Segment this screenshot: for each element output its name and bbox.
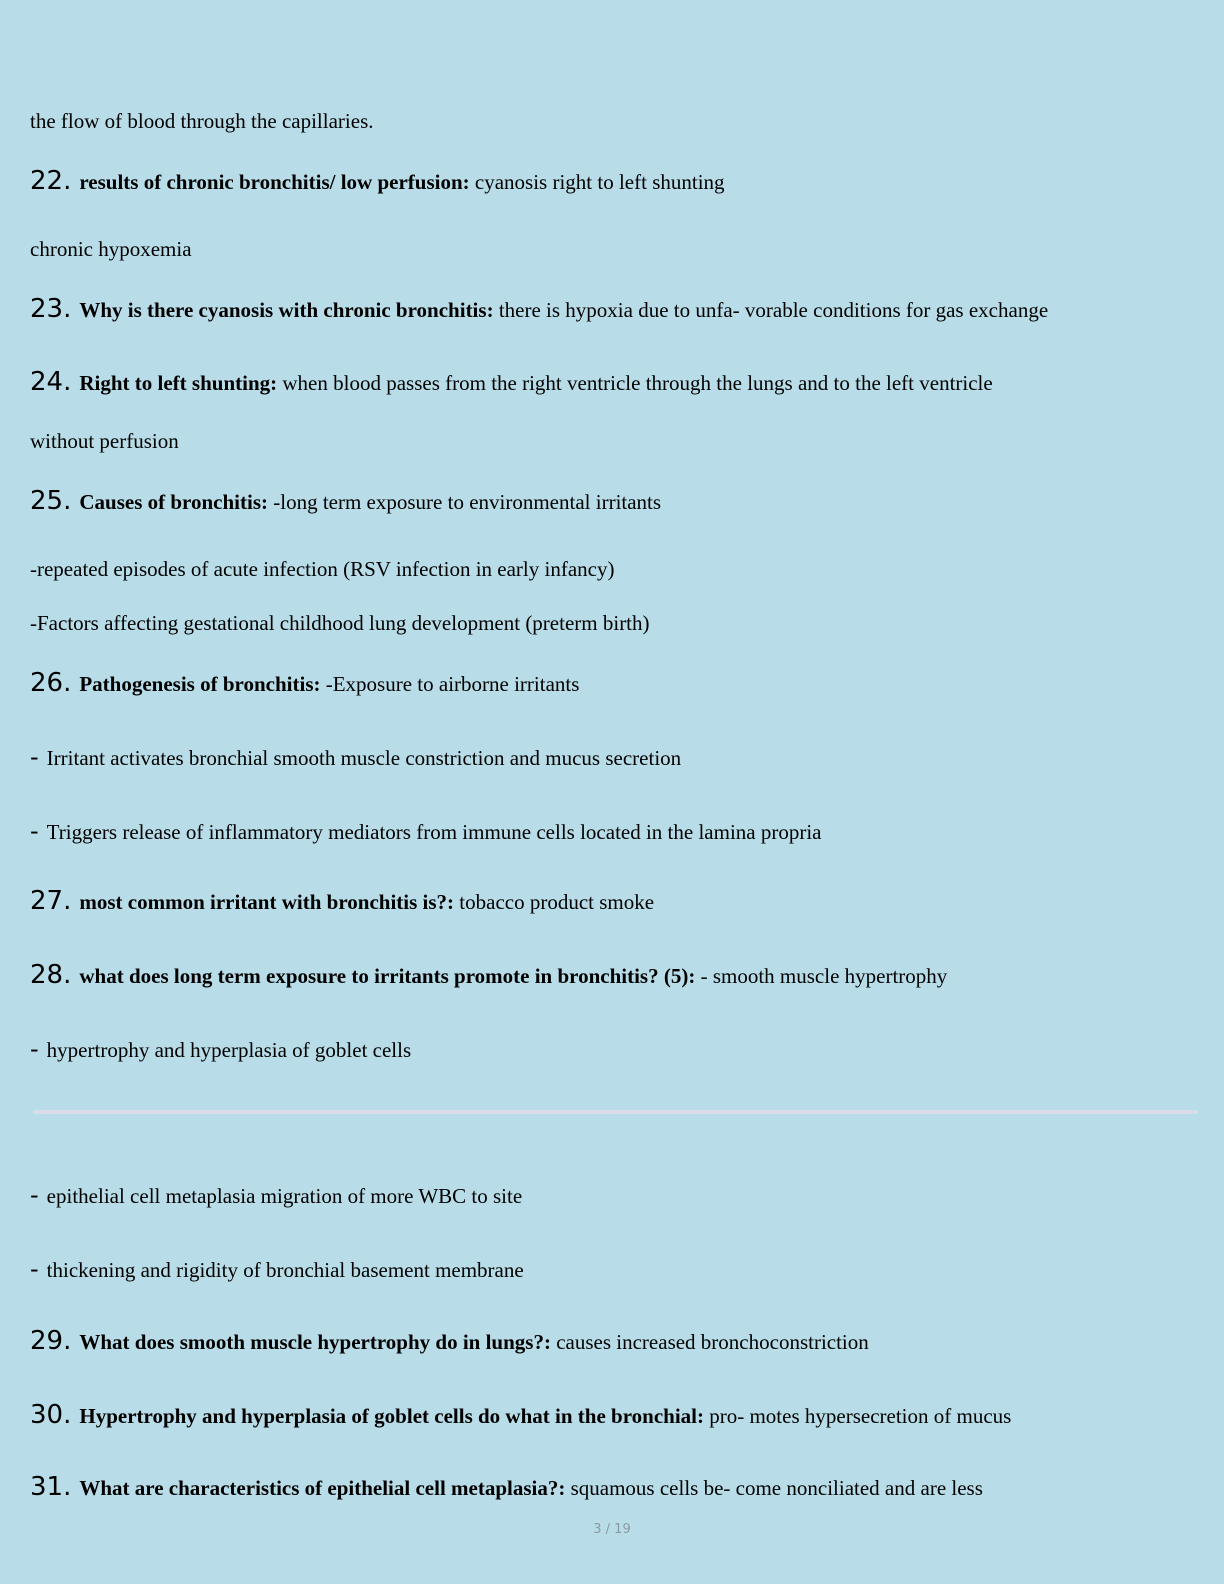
answer-continuation	[30, 610, 650, 636]
flashcard-30	[30, 1402, 1011, 1429]
flashcard-27	[30, 888, 654, 915]
flashcard-24	[30, 369, 993, 396]
line-text: Triggers release of inflammatory mediators from immune cells located in the lamina propria	[46, 820, 822, 844]
answer-text: pro- motes hypersecretion of mucus	[703, 1404, 1012, 1428]
answer-continuation	[30, 236, 192, 262]
flashcard-28	[30, 962, 947, 989]
bullet-line	[30, 818, 822, 845]
dash-bullet: -	[30, 1035, 39, 1063]
question-term: Pathogenesis of bronchitis:	[79, 672, 321, 696]
question-term: most common irritant with bronchitis is?:	[79, 890, 455, 914]
bullet-line	[30, 1256, 524, 1283]
question-term: What does smooth muscle hypertrophy do in lungs?:	[79, 1330, 551, 1354]
item-number: 22.	[30, 166, 72, 196]
answer-continuation	[30, 556, 614, 582]
line-text: chronic hypoxemia	[30, 237, 192, 261]
question-term: what does long term exposure to irritants promote in bronchitis? (5):	[79, 964, 696, 988]
dash-bullet: -	[30, 1255, 39, 1283]
item-number: 31.	[30, 1472, 72, 1502]
line-text: the flow of blood through the capillaries.	[30, 109, 374, 133]
question-term: Right to left shunting:	[79, 371, 278, 395]
question-term: What are characteristics of epithelial cell metaplasia?:	[79, 1476, 566, 1500]
flashcard-23	[30, 296, 1048, 323]
dash-bullet: -	[30, 1181, 39, 1209]
line-text: thickening and rigidity of bronchial basement membrane	[46, 1258, 524, 1282]
dash-bullet: -	[30, 817, 39, 845]
bullet-line	[30, 1036, 411, 1063]
item-number: 29.	[30, 1326, 72, 1356]
item-number: 25.	[30, 486, 72, 516]
line-text: Irritant activates bronchial smooth muscle constriction and mucus secretion	[46, 746, 682, 770]
flashcard-22	[30, 168, 725, 195]
flashcard-31	[30, 1474, 983, 1501]
flashcard-25	[30, 488, 661, 515]
line-text: hypertrophy and hyperplasia of goblet cells	[46, 1038, 412, 1062]
answer-text: -Exposure to airborne irritants	[320, 672, 580, 696]
line-text: epithelial cell metaplasia migration of more WBC to site	[46, 1184, 523, 1208]
answer-text: there is hypoxia due to unfa- vorable conditions for gas exchange	[493, 298, 1049, 322]
question-term: Why is there cyanosis with chronic bronchitis:	[79, 298, 494, 322]
bullet-line	[30, 1182, 522, 1209]
continuation-line	[30, 108, 374, 134]
question-term: Causes of bronchitis:	[79, 490, 268, 514]
answer-text: -long term exposure to environmental irritants	[268, 490, 662, 514]
answer-text: - smooth muscle hypertrophy	[695, 964, 948, 988]
answer-text: when blood passes from the right ventricle through the lungs and to the left ventricle	[277, 371, 993, 395]
page-divider	[33, 1110, 1198, 1114]
item-number: 30.	[30, 1400, 72, 1430]
answer-text: tobacco product smoke	[454, 890, 655, 914]
question-term: results of chronic bronchitis/ low perfusion:	[79, 170, 470, 194]
line-text: without perfusion	[30, 429, 179, 453]
dash-bullet: -	[30, 743, 39, 771]
item-number: 27.	[30, 886, 72, 916]
item-number: 28.	[30, 960, 72, 990]
answer-text: squamous cells be- come nonciliated and are less	[565, 1476, 983, 1500]
line-text: -Factors affecting gestational childhood lung development (preterm birth)	[30, 611, 650, 635]
bullet-line	[30, 744, 681, 771]
answer-text: causes increased bronchoconstriction	[550, 1330, 869, 1354]
item-number: 23.	[30, 294, 72, 324]
item-number: 26.	[30, 668, 72, 698]
flashcard-29	[30, 1328, 869, 1355]
item-number: 24.	[30, 367, 72, 397]
answer-text: cyanosis right to left shunting	[469, 170, 725, 194]
question-term: Hypertrophy and hyperplasia of goblet cells do what in the bronchial:	[79, 1404, 704, 1428]
line-text: -repeated episodes of acute infection (RSV infection in early infancy)	[30, 557, 615, 581]
page-number: 3 / 19	[593, 1522, 631, 1537]
flashcard-26	[30, 670, 579, 697]
answer-continuation	[30, 428, 179, 454]
